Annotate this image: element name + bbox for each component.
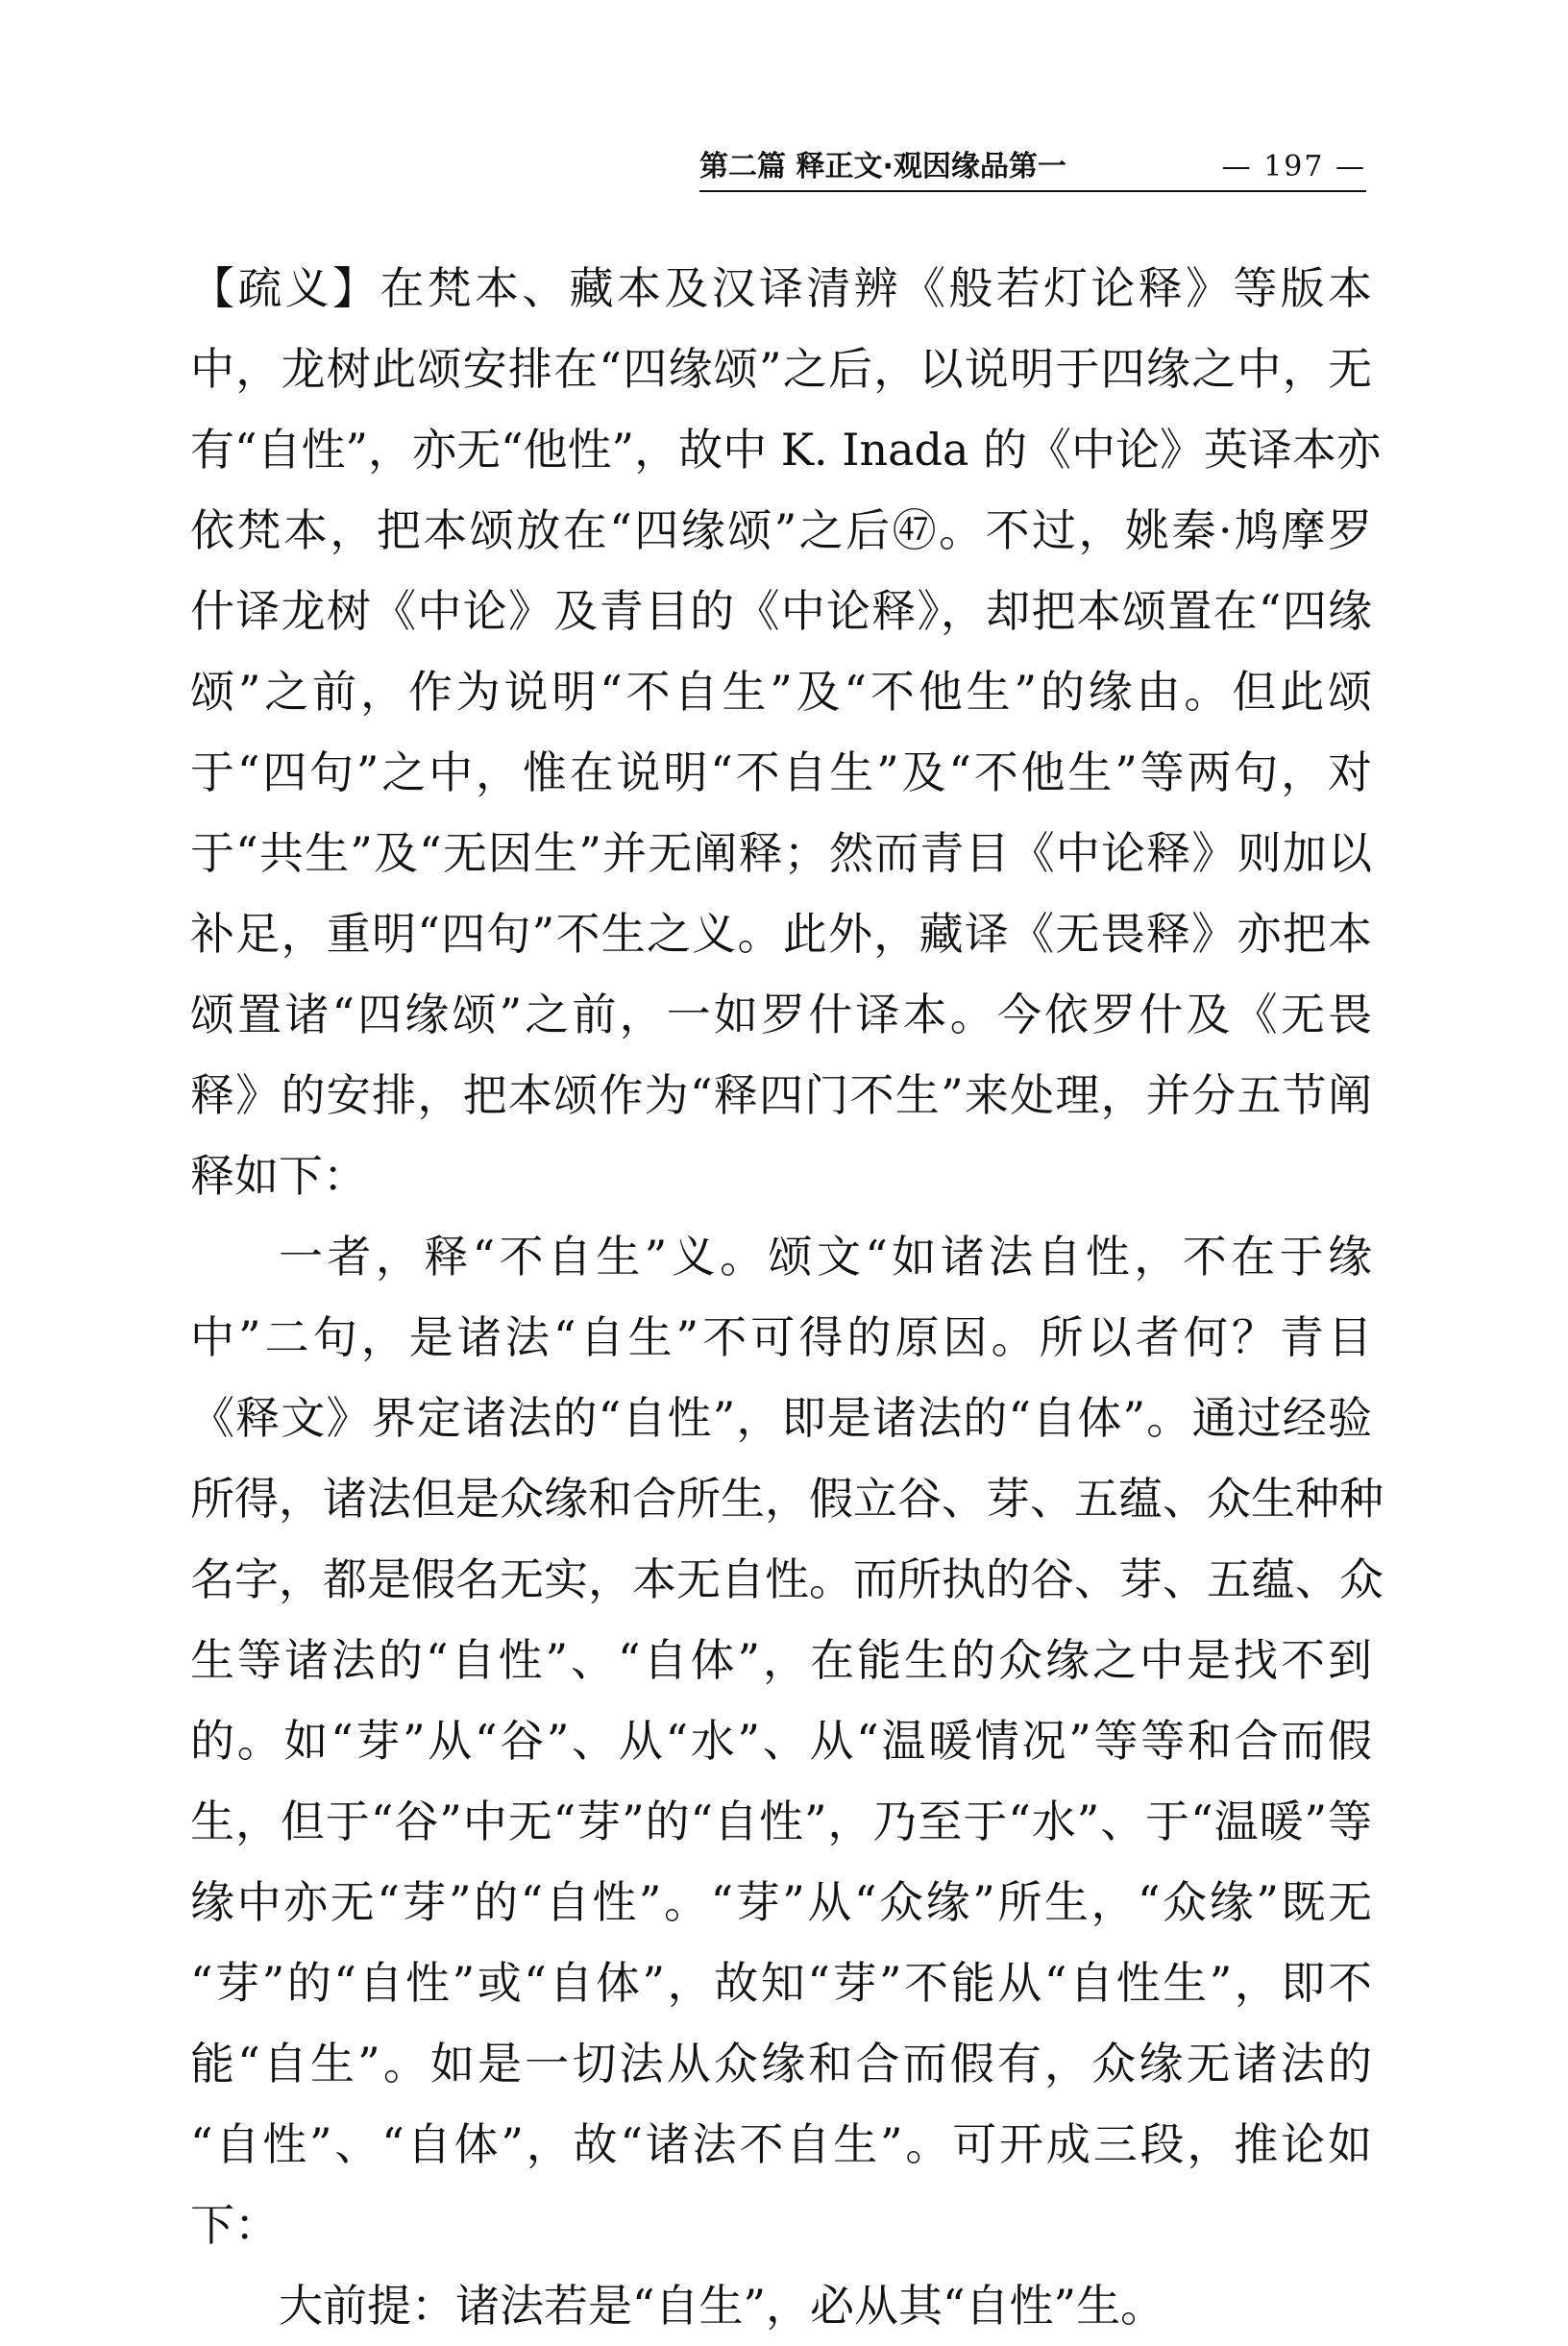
chapter-title: 第二篇 释正文·观因缘品第一 xyxy=(699,150,1066,183)
text-line: 生，但于“谷”中无“芽”的“自性”，乃至于“水”、于“温暖”等 xyxy=(190,1796,1372,1847)
text-line: 于“四句”之中，惟在说明“不自生”及“不他生”等两句，对 xyxy=(190,746,1372,798)
text-line: “自性”、“自体”，故“诸法不自生”。可开成三段，推论如 xyxy=(190,2118,1372,2170)
paragraph xyxy=(190,1216,1384,2265)
text-line: 下： xyxy=(190,2199,279,2251)
text-line: 能“自生”。如是一切法从众缘和合而假有，众缘无诸法的 xyxy=(190,2038,1372,2089)
text-line: 中”二句，是诸法“自生”不可得的原因。所以者何？青目 xyxy=(190,1311,1372,1363)
text-line: 什译龙树《中论》及青目的《中论释》，却把本颂置在“四缘 xyxy=(190,585,1372,637)
text-line: 颂置诸“四缘颂”之前，一如罗什译本。今依罗什及《无畏 xyxy=(190,989,1372,1040)
text-line: 中，龙树此颂安排在“四缘颂”之后，以说明于四缘之中，无 xyxy=(190,343,1372,395)
text-line: 释》的安排，把本颂作为“释四门不生”来处理，并分五节阐 xyxy=(190,1069,1372,1121)
text-line: 一者，释“不自生”义。颂文“如诸法自性，不在于缘 xyxy=(279,1231,1372,1283)
text-line: 释如下： xyxy=(190,1150,367,1202)
text-line: 缘中亦无“芽”的“自性”。“芽”从“众缘”所生，“众缘”既无 xyxy=(190,1876,1372,1928)
text-line: 大前提：诸法若是“自生”，必从其“自性”生。 xyxy=(279,2280,1165,2332)
text-line: 依梵本，把本颂放在“四缘颂”之后㊼。不过，姚秦·鸠摩罗 xyxy=(190,504,1372,556)
text-line: 所得，诸法但是众缘和合所生，假立谷、芽、五蕴、众生种种 xyxy=(190,1473,1384,1525)
text-line: 【疏义】在梵本、藏本及汉译清辨《般若灯论释》等版本 xyxy=(190,262,1372,314)
text-line: 名字，都是假名无实，本无自性。而所执的谷、芽、五蕴、众 xyxy=(190,1553,1384,1605)
page-number: — 197 — xyxy=(1221,150,1366,183)
running-head xyxy=(699,144,1366,190)
text-line: 有“自性”，亦无“他性”，故中 K. Inada 的《中论》英译本亦 xyxy=(190,424,1382,476)
text-line: 补足，重明“四句”不生之义。此外，藏译《无畏释》亦把本 xyxy=(190,908,1372,960)
body-text xyxy=(190,248,1384,2346)
text-line: 于“共生”及“无因生”并无阐释；然而青目《中论释》则加以 xyxy=(190,827,1372,879)
text-line: 的。如“芽”从“谷”、从“水”、从“温暖情况”等等和合而假 xyxy=(190,1715,1372,1767)
text-line: 生等诸法的“自性”、“自体”，在能生的众缘之中是找不到 xyxy=(190,1634,1372,1686)
header-rule xyxy=(699,190,1366,192)
paragraph xyxy=(190,248,1382,1216)
paragraph xyxy=(190,2265,1372,2346)
text-line: “芽”的“自性”或“自体”，故知“芽”不能从“自性生”，即不 xyxy=(190,1957,1372,2009)
text-line: 《释文》界定诸法的“自性”，即是诸法的“自体”。通过经验 xyxy=(190,1392,1372,1444)
text-line: 颂”之前，作为说明“不自生”及“不他生”的缘由。但此颂 xyxy=(190,666,1372,718)
